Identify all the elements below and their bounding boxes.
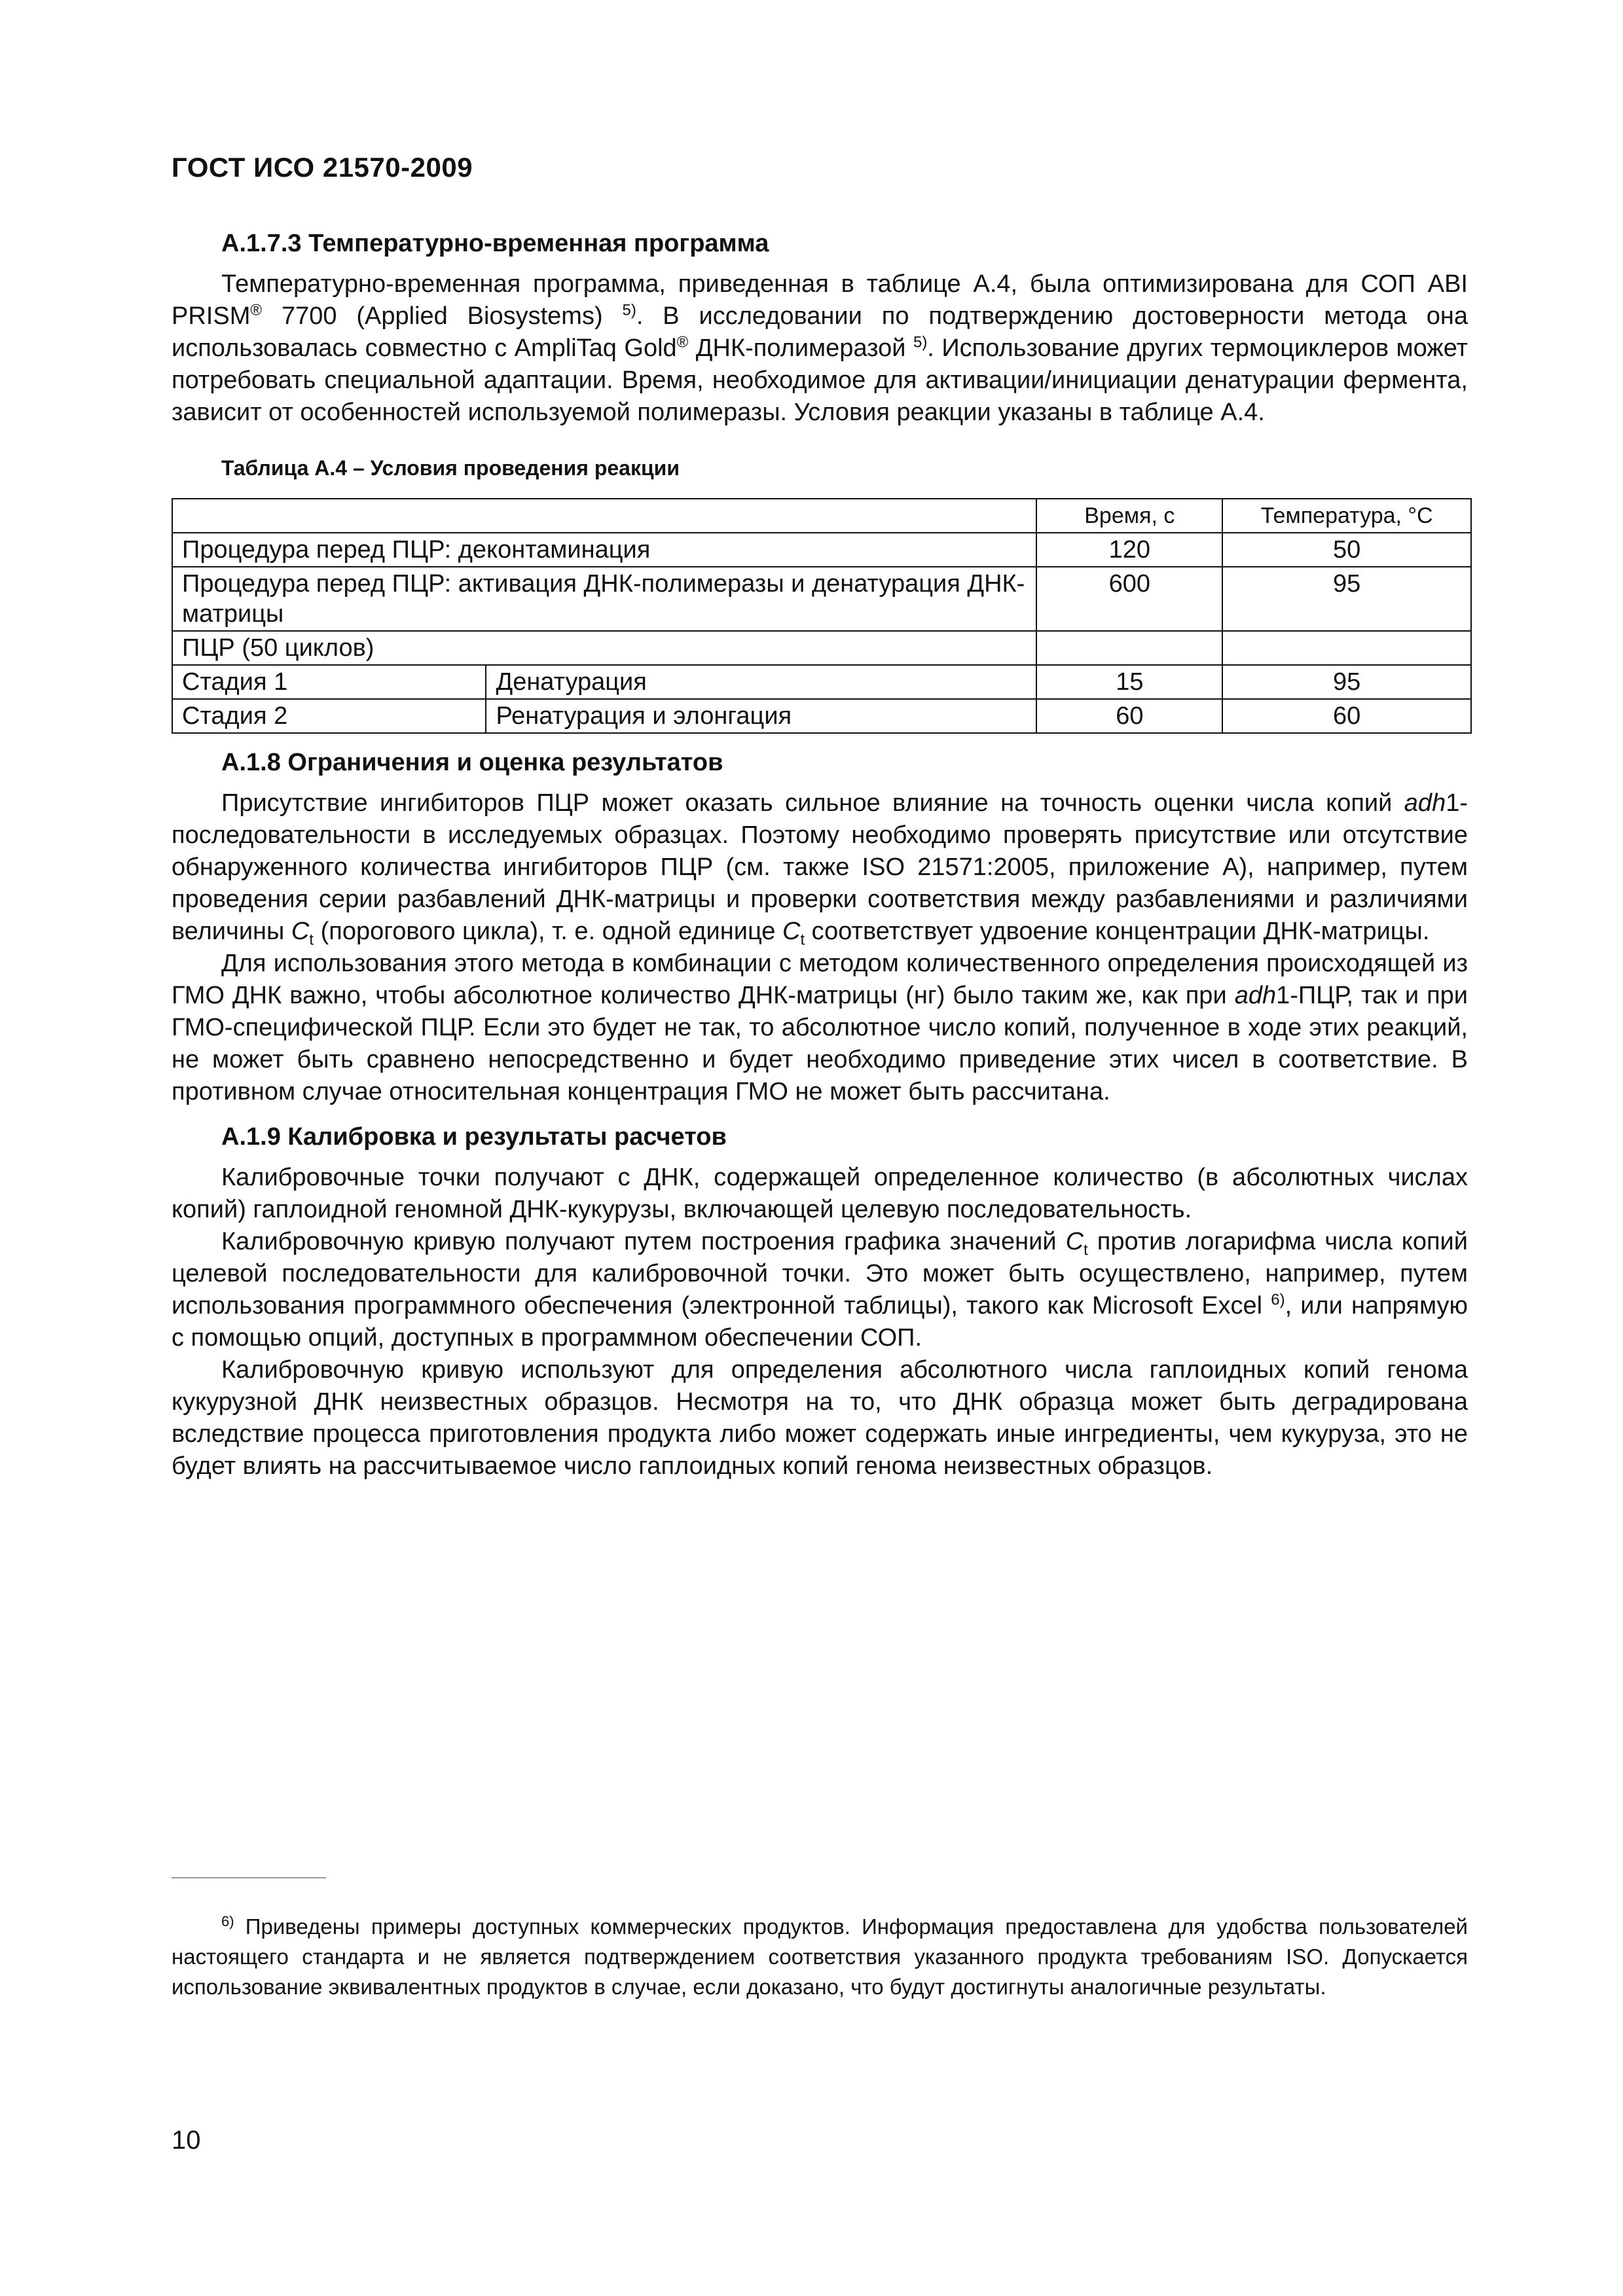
footnote-divider <box>172 1877 326 1878</box>
table-cell-time <box>1036 631 1222 665</box>
paragraph-a18-2: Для использования этого метода в комбинации с методом количественного определения происходящей из ГМО ДНК важно, чтобы абсолютное количество ДНК-матрицы (нг) было таким же, как при adh1-ПЦР, так и при ГМО-специфической ПЦР. Если это будет не так, то абсолютное число копий, полученное в ходе этих реакций, не может быть сравнено непосредственно и будет необходимо приведение этих чисел в соответствие. В противном случае относительная концентрация ГМО не может быть рассчитана. <box>172 950 1468 1105</box>
table-row <box>172 699 1471 733</box>
paragraph-a18-1: Присутствие ингибиторов ПЦР может оказать сильное влияние на точность оценки числа копий adh1-последовательности в исследуемых образцах. Поэтому необходимо проверять присутствие или отсутствие обнаруженного количества ингибиторов ПЦР (см. также ISO 21571:2005, приложение А), например, путем проведения серии разбавлений ДНК-матрицы и проверки соответствия между разбавлениями и различиями величины $C_t$ (порогового цикла), т. е. одной единице $C_t$ соответствует удвоение концентрации ДНК-матрицы. <box>172 789 1468 949</box>
table-cell-stage: Стадия 2 <box>172 699 486 733</box>
paragraph-a173: Температурно-временная программа, приведенная в таблице А.4, была оптимизирована для СОП ABI PRISM® 7700 (Applied Biosystems) $^{5)}$. В исследовании по подтверждению достоверности метода она использовалась совместно с AmpliTaq Gold® ДНК-полимеразой $^{5)}$. Использование других термоциклеров может потребовать специальной адаптации. Время, необходимое для активации/инициации денатурации фермента, зависит от особенностей используемой полимеразы. Условия реакции указаны в таблице А.4. <box>172 270 1468 426</box>
table-row <box>172 533 1471 567</box>
document-header: ГОСТ ИСО 21570-2009 <box>172 152 473 183</box>
footnote-ref-5: 5) <box>913 333 928 351</box>
table-row <box>172 631 1471 665</box>
paragraph-a19-3: Калибровочную кривую используют для определения абсолютного числа гаплоидных копий генома кукурузной ДНК неизвестных образцов. Несмотря на то, что ДНК образца может быть деградирована вследствие процесса приготовления продукта либо может содержать иные ингредиенты, чем кукуруза, это не будет влиять на рассчитываемое число гаплоидных копий генома неизвестных образцов. <box>172 1356 1468 1480</box>
table-cell-time: 60 <box>1036 699 1222 733</box>
table-caption: Таблица А.4 – Условия проведения реакции <box>221 456 680 480</box>
table-cell-label: Процедура перед ПЦР: активация ДНК-полимеразы и денатурация ДНК-матрицы <box>172 567 1036 631</box>
page-number: 10 <box>172 2126 201 2155</box>
document-body <box>172 228 1468 1482</box>
table-header-row <box>172 499 1471 533</box>
table-header-cell-empty <box>172 499 1036 533</box>
table-cell-temperature: 95 <box>1222 665 1471 699</box>
registered-mark: ® <box>676 333 689 351</box>
table-cell-temperature <box>1222 631 1471 665</box>
section-heading-a18: А.1.8 Ограничения и оценка результатов <box>221 749 723 776</box>
registered-mark: ® <box>250 301 263 319</box>
footnote-mark: 6) <box>221 1913 234 1929</box>
table-row <box>172 665 1471 699</box>
table-cell-temperature: 50 <box>1222 533 1471 567</box>
table-cell-stage: Стадия 1 <box>172 665 486 699</box>
table-cell-step: Денатурация <box>486 665 1036 699</box>
section-heading-a173: А.1.7.3 Температурно-временная программа <box>221 230 769 257</box>
table-cell-time: 600 <box>1036 567 1222 631</box>
paragraph-a19-1: Калибровочные точки получают с ДНК, содержащей определенное количество (в абсолютных числах копий) гаплоидной геномной ДНК-кукурузы, включающей целевую последовательность. <box>172 1164 1468 1223</box>
table-row <box>172 567 1471 631</box>
footnote-ref-5: 5) <box>622 301 636 319</box>
table-cell-temperature: 60 <box>1222 699 1471 733</box>
table-cell-temperature: 95 <box>1222 567 1471 631</box>
footnote: $^{6)}$ Приведены примеры доступных коммерческих продуктов. Информация предоставлена для удобства пользователей настоящего стандарта и не является подтверждением соответствия указанного продукта требованиям ISO. Допускается использование эквивалентных продуктов в случае, если доказано, что будут достигнуты аналогичные результаты. <box>172 1913 1468 1999</box>
table-cell-time: 120 <box>1036 533 1222 567</box>
footnote-ref-6: 6) <box>1271 1291 1285 1309</box>
paragraph-a19-2: Калибровочную кривую получают путем построения графика значений $C_t$ против логарифма числа копий целевой последовательности для калибровочной точки. Это может быть осуществлено, например, путем использования программного обеспечения (электронной таблицы), такого как Microsoft Excel $^{6)}$, или напрямую с помощью опций, доступных в программном обеспечении СОП. <box>172 1228 1468 1352</box>
table-header-temperature: Температура, °С <box>1222 499 1471 533</box>
table-cell-step: Ренатурация и элонгация <box>486 699 1036 733</box>
table-cell-label: ПЦР (50 циклов) <box>172 631 1036 665</box>
reaction-conditions-table <box>172 498 1472 734</box>
table-cell-time: 15 <box>1036 665 1222 699</box>
table-header-time: Время, с <box>1036 499 1222 533</box>
section-heading-a19: А.1.9 Калибровка и результаты расчетов <box>221 1123 727 1151</box>
table-cell-label: Процедура перед ПЦР: деконтаминация <box>172 533 1036 567</box>
